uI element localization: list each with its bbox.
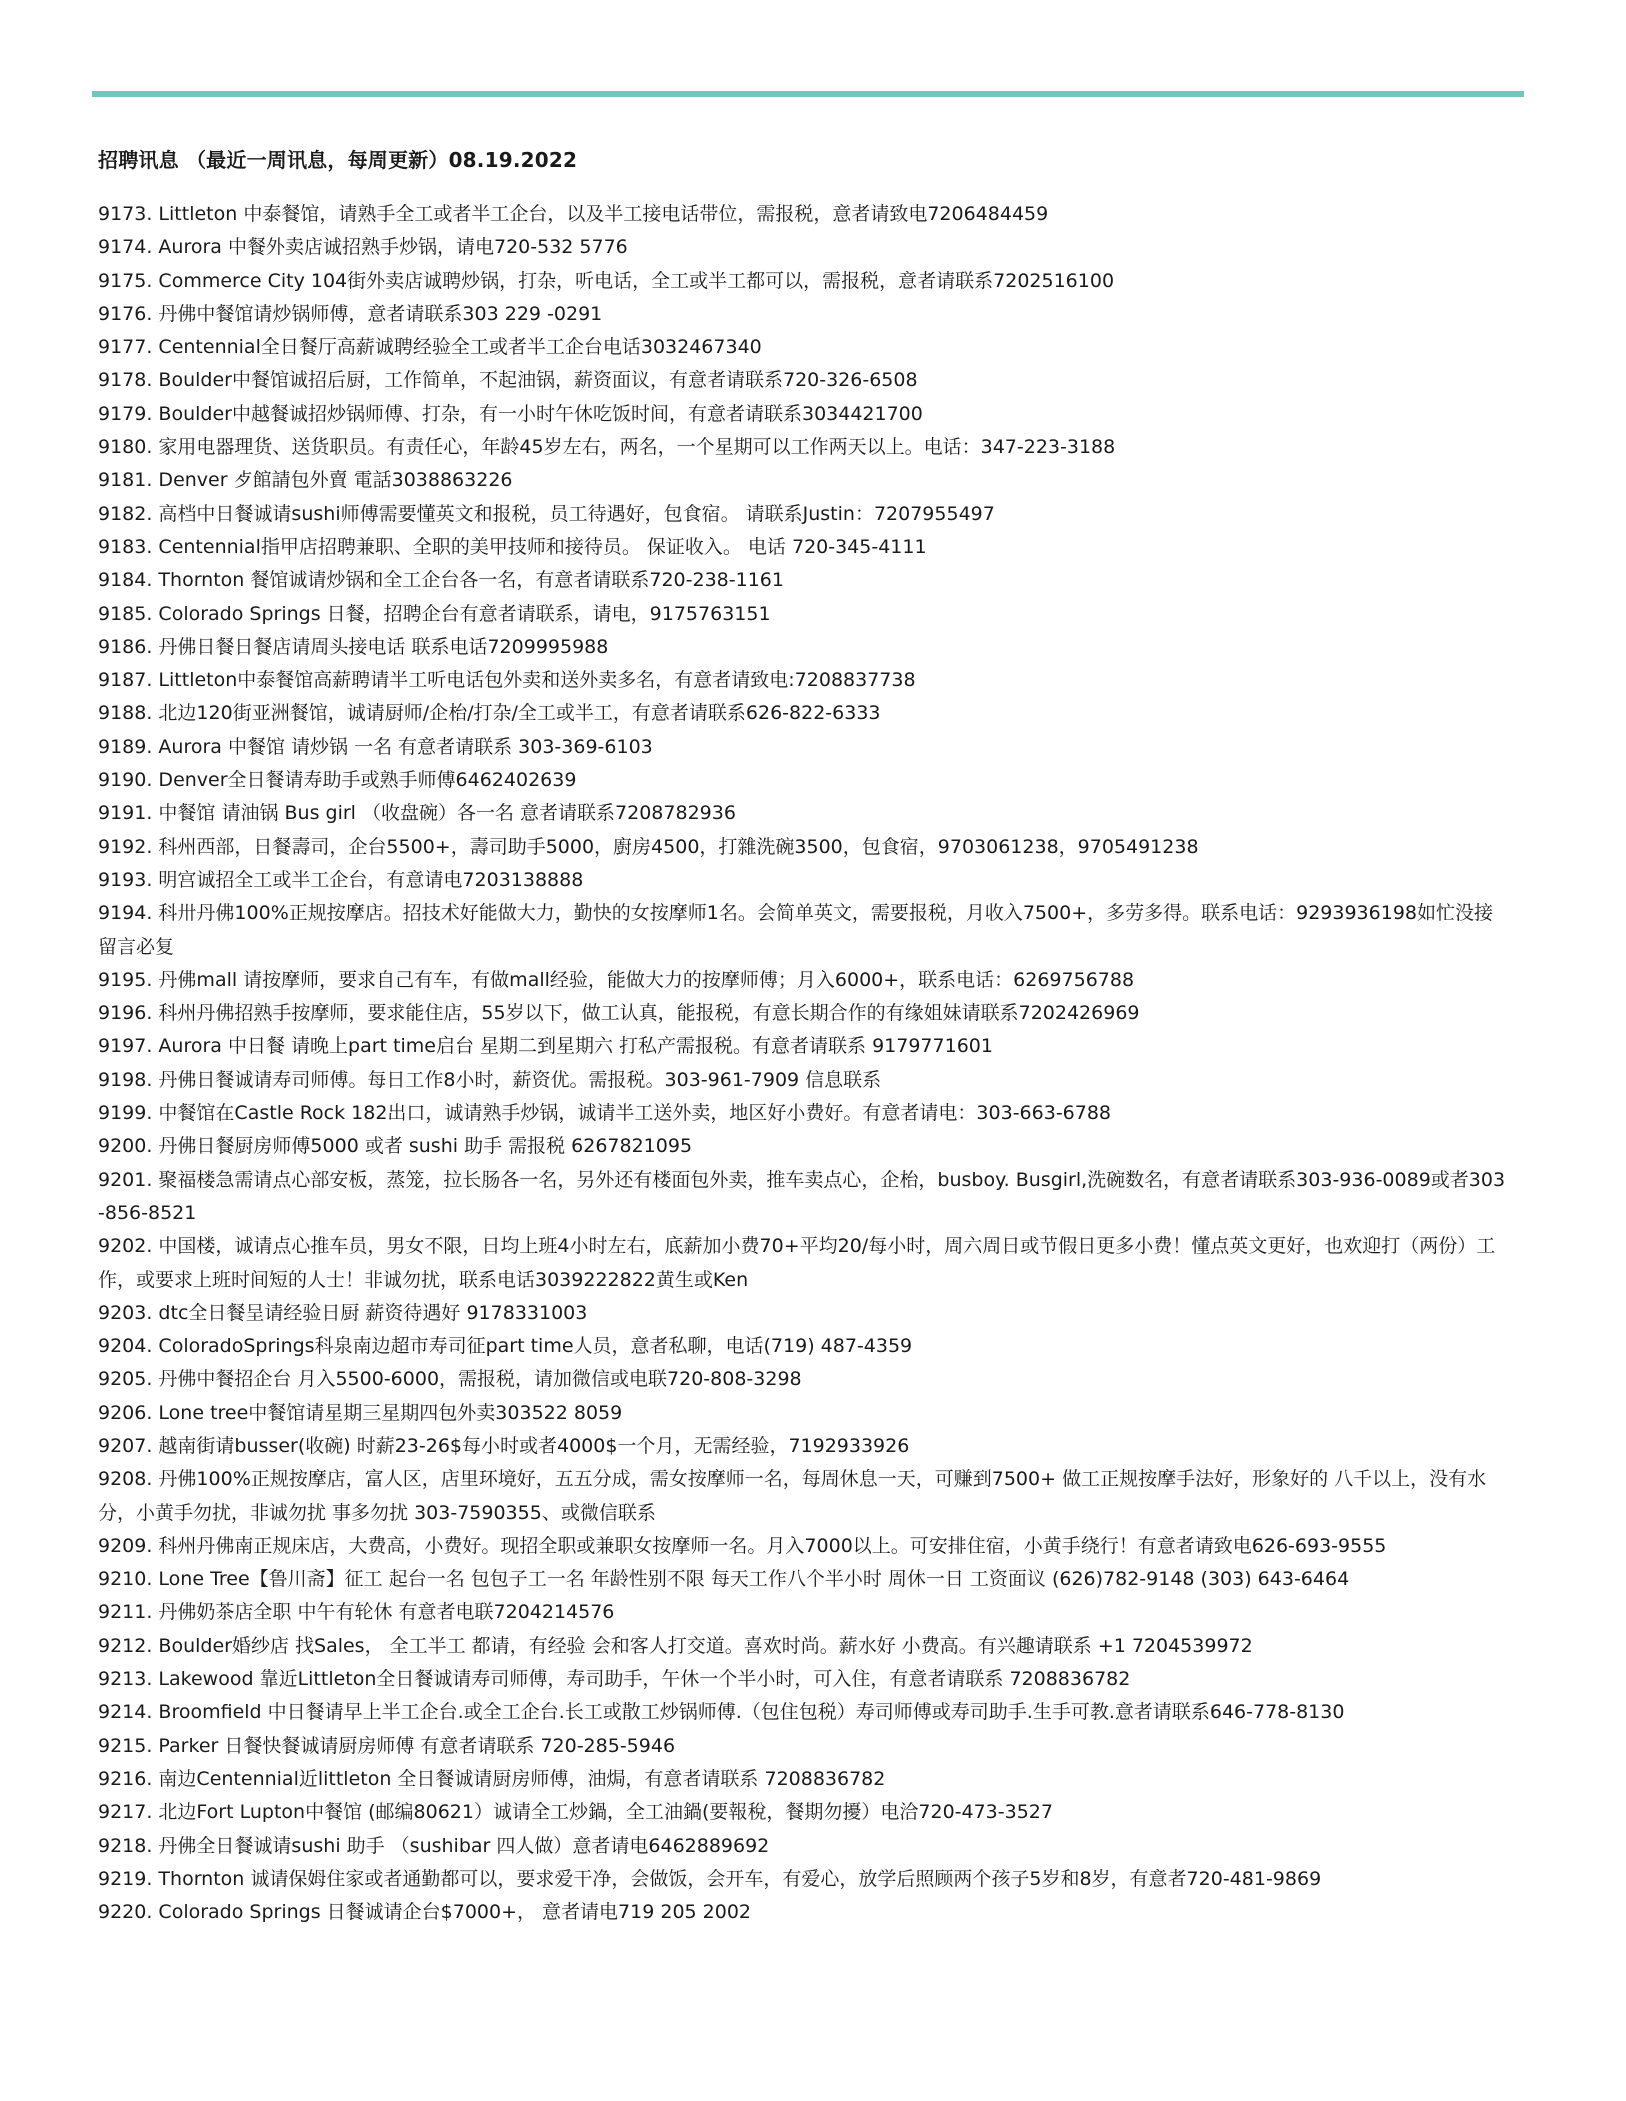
listing-item: 9193. 明宫诚招全工或半工企台，有意请电7203138888 bbox=[98, 868, 584, 891]
listing-item: 9214. Broomfield 中日餐请早上半工企台.或全工企台.长工或散工炒锅师傅.（包住包税）寿司师傅或寿司助手.生手可教.意者请联系646-778-8130 bbox=[98, 1701, 1345, 1724]
listing-item: 9205. 丹佛中餐招企台 月入5500-6000，需报税，请加微信或电联720-808-3298 bbox=[98, 1368, 802, 1391]
listing-item: 9190. Denver全日餐请寿助手或熟手师傅6462402639 bbox=[98, 769, 577, 792]
listing-item: 9192. 科州西部，日餐壽司，企台5500+，壽司助手5000，廚房4500，打雜洗碗3500，包食宿，9703061238，9705491238 bbox=[98, 835, 1199, 858]
listing-item: 9209. 科州丹佛南正规床店，大费高，小费好。现招全职或兼职女按摩师一名。月入7000以上。可安排住宿，小黄手绕行！有意者请致电626-693-9555 bbox=[98, 1534, 1387, 1557]
listing-item: 9217. 北边Fort Lupton中餐馆 (邮编80621）诚请全工炒鍋，全工油鍋(要報稅，餐期勿擾）电洽720-473-3527 bbox=[98, 1801, 1053, 1824]
listing-item: 9220. Colorado Springs 日餐诚请企台$7000+， 意者请电719 205 2002 bbox=[98, 1901, 752, 1924]
listing-item: 9206. Lone tree中餐馆请星期三星期四包外卖303522 8059 bbox=[98, 1401, 623, 1424]
listing-item: 9188. 北边120街亚洲餐馆，诚请厨师/企枱/打杂/全工或半工，有意者请联系626-822-6333 bbox=[98, 702, 881, 725]
job-listings bbox=[98, 198, 1508, 1929]
listing-item: 9194. 科卅丹佛100%正规按摩店。招技术好能做大力，勤快的女按摩师1名。会简单英文，需要报税，月收入7500+，多劳多得。联系电话：9293936198如忙没接留言必复 bbox=[98, 902, 1494, 958]
listing-item: 9182. 高档中日餐诚请sushi师傅需要懂英文和报税，员工待遇好，包食宿。 请联系Justin：7207955497 bbox=[98, 502, 995, 525]
listing-item: 9204. ColoradoSprings科泉南边超市寿司征part time人员，意者私聊，电话(719) 487-4359 bbox=[98, 1335, 913, 1358]
listing-item: 9203. dtc全日餐呈请经验日厨 薪资待遇好 9178331003 bbox=[98, 1301, 588, 1324]
listing-item: 9195. 丹佛mall 请按摩师，要求自己有车，有做mall经验，能做大力的按摩师傅；月入6000+，联系电话：6269756788 bbox=[98, 968, 1135, 991]
listing-item: 9210. Lone Tree【鲁川斋】征工 起台一名 包包子工一名 年龄性别不限 每天工作八个半小时 周休一日 工资面议 (626)782-9148 (303) 643-6464 bbox=[98, 1568, 1350, 1591]
listing-item: 9175. Commerce City 104街外卖店诚聘炒锅，打杂，听电话，全工或半工都可以，需报税，意者请联系7202516100 bbox=[98, 269, 1115, 292]
listing-item: 9207. 越南街请busser(收碗) 时薪23-26$每小时或者4000$一个月，无需经验，7192933926 bbox=[98, 1434, 910, 1457]
listing-item: 9219. Thornton 诚请保姆住家或者通勤都可以，要求爱干净，会做饭，会开车，有爱心，放学后照顾两个孩子5岁和8岁，有意者720-481-9869 bbox=[98, 1867, 1322, 1890]
listing-item: 9183. Centennial指甲店招聘兼职、全职的美甲技师和接待员。 保证收入。 电话 720-345-4111 bbox=[98, 535, 927, 558]
page-title: 招聘讯息 （最近一周讯息，每周更新）08.19.2022 bbox=[98, 148, 578, 172]
listing-item: 9186. 丹佛日餐日餐店请周头接电话 联系电话7209995988 bbox=[98, 635, 609, 658]
listing-item: 9213. Lakewood 靠近Littleton全日餐诚请寿司师傅，寿司助手，午休一个半小时，可入住，有意者请联系 7208836782 bbox=[98, 1668, 1131, 1691]
listing-item: 9180. 家用电器理货、送货职员。有责任心，年龄45岁左右，两名，一个星期可以工作两天以上。电话：347-223-3188 bbox=[98, 436, 1116, 459]
listing-item: 9208. 丹佛100%正规按摩店，富人区，店里环境好，五五分成，需女按摩师一名，每周休息一天，可赚到7500+ 做工正规按摩手法好，形象好的 八千以上，没有水分，小黄手勿扰，非诚勿扰 事多勿扰 303-7590355、或微信联系 bbox=[98, 1468, 1487, 1524]
listing-item: 9184. Thornton 餐馆诚请炒锅和全工企台各一名，有意者请联系720-238-1161 bbox=[98, 569, 784, 592]
listing-item: 9176. 丹佛中餐馆请炒锅师傅，意者请联系303 229 -0291 bbox=[98, 302, 603, 325]
listing-item: 9201. 聚福楼急需请点心部安板，蒸笼，拉长肠各一名，另外还有楼面包外卖，推车卖点心，企枱，busboy. Busgirl,洗碗数名，有意者请联系303-936-0089或者303-856-8521 bbox=[98, 1168, 1506, 1224]
listing-item: 9211. 丹佛奶茶店全职 中午有轮休 有意者电联7204214576 bbox=[98, 1601, 615, 1624]
listing-item: 9215. Parker 日餐快餐诚请厨房师傅 有意者请联系 720-285-5946 bbox=[98, 1734, 676, 1757]
top-divider bbox=[92, 91, 1524, 97]
listing-item: 9202. 中国楼，诚请点心推车员，男女不限，日均上班4小时左右，底薪加小费70+平均20/每小时，周六周日或节假日更多小费！懂点英文更好，也欢迎打（两份）工作，或要求上班时间短的人士！非诚勿扰，联系电话3039222822黄生或Ken bbox=[98, 1235, 1496, 1291]
listing-item: 9200. 丹佛日餐厨房师傅5000 或者 sushi 助手 需报税 6267821095 bbox=[98, 1135, 693, 1158]
listing-item: 9218. 丹佛全日餐诚请sushi 助手 （sushibar 四人做）意者请电6462889692 bbox=[98, 1834, 770, 1857]
listing-item: 9173. Littleton 中泰餐馆，请熟手全工或者半工企台，以及半工接电话带位，需报税，意者请致电7206484459 bbox=[98, 203, 1049, 225]
listing-item: 9191. 中餐馆 请油锅 Bus girl （收盘碗）各一名 意者请联系7208782936 bbox=[98, 802, 736, 825]
listing-item: 9187. Littleton中泰餐馆高薪聘请半工听电话包外卖和送外卖多名，有意者请致电:7208837738 bbox=[98, 669, 916, 692]
listing-item: 9216. 南边Centennial近littleton 全日餐诚请厨房师傅，油焗，有意者请联系 7208836782 bbox=[98, 1767, 886, 1790]
listing-item: 9189. Aurora 中餐馆 请炒锅 一名 有意者请联系 303-369-6103 bbox=[98, 735, 653, 758]
listing-item: 9199. 中餐馆在Castle Rock 182出口，诚请熟手炒锅，诚请半工送外卖，地区好小费好。有意者请电：303-663-6788 bbox=[98, 1102, 1112, 1125]
listing-item: 9181. Denver 歺館請包外賣 電話3038863226 bbox=[98, 469, 513, 492]
listing-item: 9177. Centennial全日餐厅高薪诚聘经验全工或者半工企台电话3032467340 bbox=[98, 336, 762, 359]
listing-item: 9198. 丹佛日餐诚请寿司师傅。每日工作8小时，薪资优。需报税。303-961-7909 信息联系 bbox=[98, 1068, 882, 1091]
listing-item: 9179. Boulder中越餐诚招炒锅师傅、打杂，有一小时午休吃饭时间，有意者请联系3034421700 bbox=[98, 402, 923, 425]
listing-item: 9174. Aurora 中餐外卖店诚招熟手炒锅，请电720-532 5776 bbox=[98, 236, 628, 259]
listing-item: 9185. Colorado Springs 日餐，招聘企台有意者请联系，请电，9175763151 bbox=[98, 602, 771, 625]
listing-item: 9197. Aurora 中日餐 请晚上part time启台 星期二到星期六 打私产需报税。有意者请联系 9179771601 bbox=[98, 1035, 993, 1058]
listing-item: 9196. 科州丹佛招熟手按摩师，要求能住店，55岁以下，做工认真，能报税，有意长期合作的有缘姐妹请联系7202426969 bbox=[98, 1002, 1140, 1025]
listing-item: 9178. Boulder中餐馆诚招后厨，工作简单，不起油锅，薪资面议，有意者请联系720-326-6508 bbox=[98, 369, 918, 392]
listing-item: 9212. Boulder婚纱店 找Sales， 全工半工 都请，有经验 会和客人打交道。喜欢时尚。薪水好 小费高。有兴趣请联系 +1 7204539972 bbox=[98, 1634, 1253, 1657]
